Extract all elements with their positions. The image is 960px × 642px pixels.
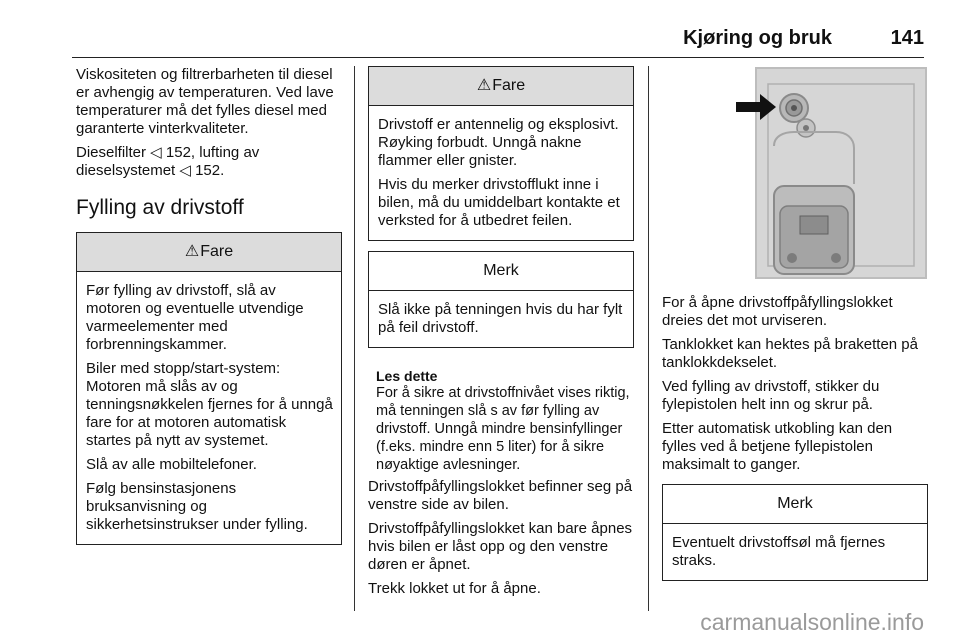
paragraph: Dieselfilter ◁ 152, lufting av dieselsystemet ◁ 152.: [76, 144, 260, 179]
note-block: [368, 358, 634, 478]
paragraph: Viskositeten og filtrerbarheten til diesel er avhengig av temperaturen. Ved lave temperaturer må det fylles diesel med garanterte vinterkvaliteter.: [76, 66, 334, 137]
paragraph: Hvis du merker drivstofflukt inne i bilen, må du umiddelbart kontakte et verksted for å utbedret feilen.: [378, 176, 620, 229]
merk-box-title: Merk: [369, 252, 633, 291]
warning-box-body: [369, 106, 633, 240]
warning-title-text: Fare: [200, 243, 234, 260]
warning-box: [368, 66, 634, 241]
warning-box-body: [77, 272, 341, 544]
column-1: [76, 66, 342, 555]
page-header: [72, 27, 924, 58]
warning-title-text: Fare: [492, 77, 526, 94]
merk-box-title: Merk: [663, 485, 927, 524]
section-heading: Fylling av drivstoff: [76, 196, 244, 219]
section-title: Kjøring og bruk: [683, 27, 832, 49]
paragraph: Tanklokket kan hektes på braketten på tanklokkdekselet.: [662, 336, 918, 371]
paragraph: Drivstoffpåfyllingslokket befinner seg på venstre side av bilen.: [368, 478, 633, 513]
column-divider: [648, 66, 649, 611]
fuel-filler-illustration: [664, 66, 928, 280]
warning-box-title: [77, 233, 341, 272]
merk-box-body: [663, 524, 927, 580]
column-divider: [354, 66, 355, 611]
paragraph: Ved fylling av drivstoff, stikker du fylepistolen helt inn og skrur på.: [662, 378, 880, 413]
watermark: carmanualsonline.info: [700, 609, 924, 635]
merk-box: [368, 251, 634, 348]
paragraph: Biler med stopp/start-system: Motoren må slås av og tenningsnøkkelen fjernes for å unngå fare for at motoren automatisk startes på nytt av systemet.: [86, 360, 333, 449]
warning-box-title: [369, 67, 633, 106]
merk-box: [662, 484, 928, 581]
fuel-filler-drawing: [664, 66, 928, 280]
column-2: [368, 66, 634, 604]
paragraph: Slå ikke på tenningen hvis du har fylt på feil drivstoff.: [378, 301, 623, 336]
merk-box-body: [369, 291, 633, 347]
paragraph: Trekk lokket ut for å åpne.: [368, 580, 541, 597]
paragraph: Følg bensinstasjonens bruksanvisning og sikkerhetsinstrukser under fylling.: [86, 480, 308, 533]
note-title: Les dette: [376, 368, 438, 384]
paragraph: For å åpne drivstoffpåfyllingslokket dreies det mot urviseren.: [662, 294, 893, 329]
paragraph: Slå av alle mobiltelefoner.: [86, 456, 257, 473]
paragraph: Drivstoffpåfyllingslokket kan bare åpnes hvis bilen er låst opp og den venstre døren er åpnet.: [368, 520, 633, 573]
warning-triangle-icon: ⚠: [184, 243, 200, 260]
paragraph: Etter automatisk utkobling kan den fylles ved å betjene fyllepistolen maksimalt to ganger.: [662, 420, 893, 473]
paragraph: Drivstoff er antennelig og eksplosivt. Røyking forbudt. Unngå nakne flammer eller gnister.: [378, 116, 619, 169]
warning-triangle-icon: ⚠: [476, 77, 492, 94]
page-number: 141: [890, 27, 924, 49]
paragraph: Før fylling av drivstoff, slå av motoren og eventuelle utvendige varmeelementer med forbrenningskammer.: [86, 282, 304, 353]
column-3: [662, 66, 928, 591]
note-text: For å sikre at drivstoffnivået vises riktig, må tenningen slå s av før fylling av drivstoff. Unngå mindre bensinfyllinger (f.eks. mindre enn 5 liter) for å sikre nøyaktige avlesninger.: [376, 385, 630, 473]
paragraph: Eventuelt drivstoffsøl må fjernes straks.: [672, 534, 886, 569]
warning-box: [76, 232, 342, 545]
